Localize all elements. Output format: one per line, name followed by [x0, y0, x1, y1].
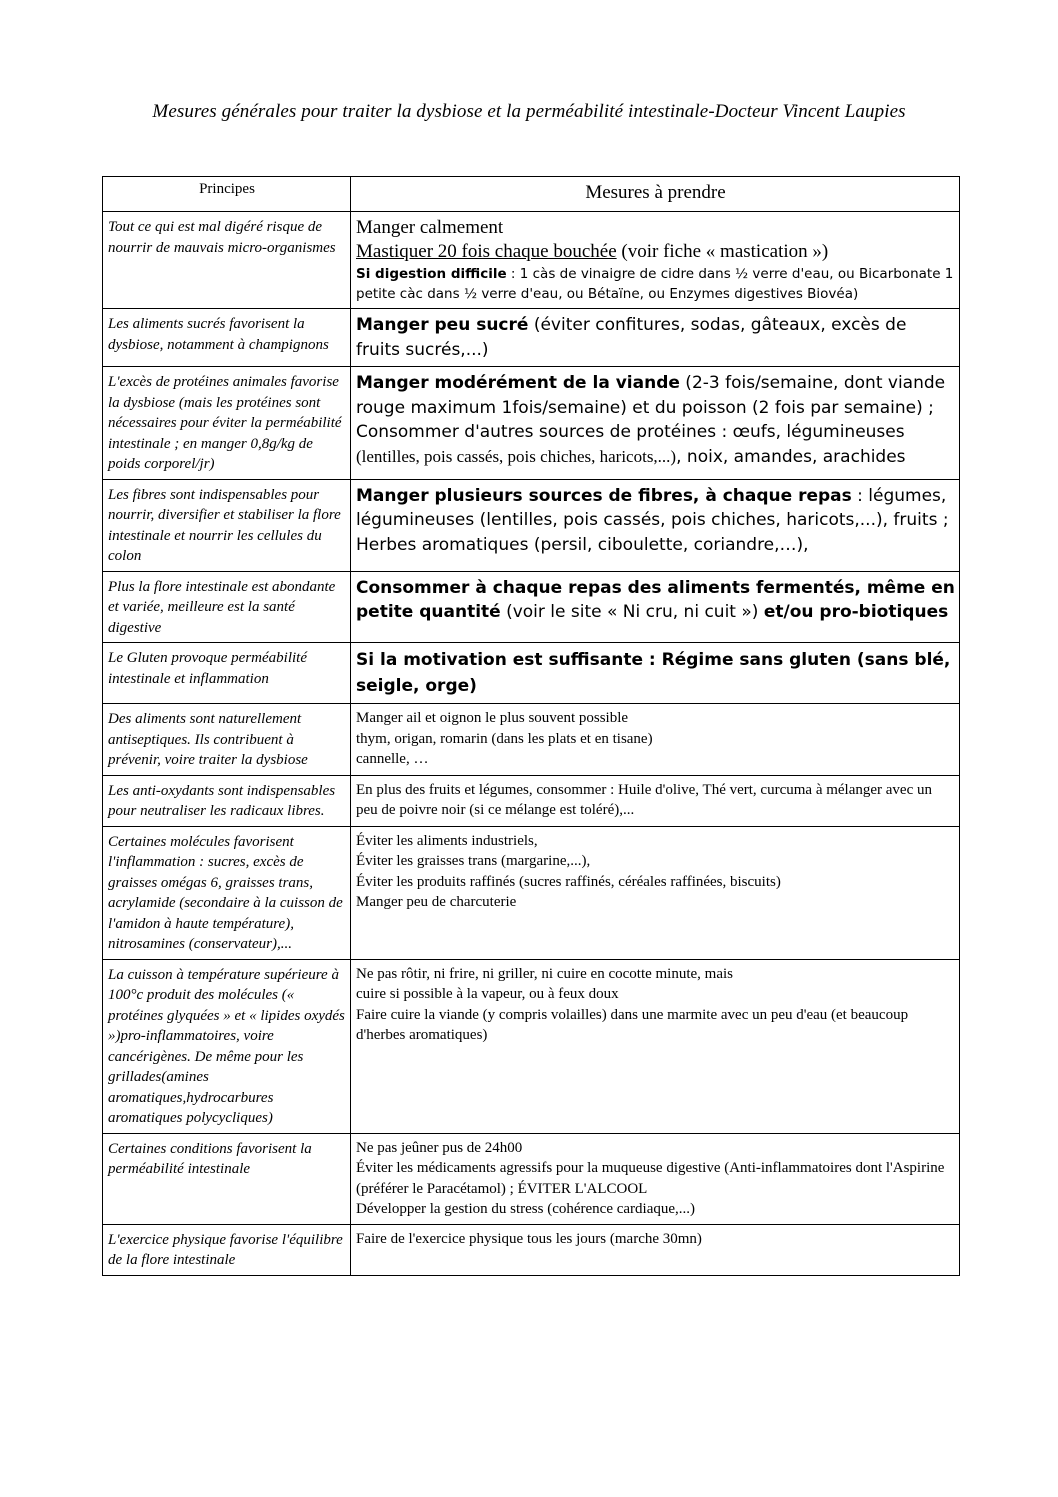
measure-text: (lentilles, pois cassés, pois chiches, haricots,...) — [356, 446, 677, 466]
measure-cell — [351, 367, 960, 480]
measure-line: Faire cuire la viande (y compris volailles) dans une marmite avec un peu d'eau (et beaucoup d'herbes aromatiques) — [356, 1006, 909, 1043]
table-row — [103, 367, 960, 480]
principle-cell: L'excès de protéines animales favorise la dysbiose (mais les protéines sont nécessaires pour éviter la perméabilité intestinale ; en manger 0,8g/kg de poids corporel/jr) — [103, 367, 351, 480]
measure-text: Consommer d'autres sources de protéines : œufs, légumineuses — [356, 422, 905, 442]
principle-cell: Tout ce qui est mal digéré risque de nourrir de mauvais micro-organismes — [103, 212, 351, 309]
table-header-row — [103, 177, 960, 212]
bold-text: Manger modérément de la viande — [356, 373, 680, 393]
measure-cell — [351, 1224, 960, 1275]
table-row — [103, 571, 960, 643]
measures-table — [102, 176, 960, 1276]
measure-cell — [351, 309, 960, 367]
table-row — [103, 643, 960, 704]
measure-line: Éviter les produits raffinés (sucres raffinés, céréales raffinées, biscuits) — [356, 873, 781, 890]
measure-line: cuire si possible à la vapeur, ou à feux doux — [356, 986, 619, 1002]
measure-line: Ne pas rôtir, ni frire, ni griller, ni cuire en cocotte minute, mais — [356, 965, 734, 982]
measure-line: cannelle, … — [356, 751, 429, 767]
measure-line — [356, 576, 955, 625]
principle-cell: Les aliments sucrés favorisent la dysbiose, notamment à champignons — [103, 309, 351, 367]
measure-line — [356, 484, 955, 558]
table-row — [103, 479, 960, 571]
measure-text: (éviter confitures, sodas, gâteaux, excès de fruits sucrés,...) — [356, 315, 907, 360]
table-row — [103, 775, 960, 826]
measure-cell — [351, 212, 960, 309]
header-principes: Principes — [103, 177, 351, 212]
underlined-text: Mastiquer 20 fois chaque bouchée — [356, 241, 617, 262]
table-row — [103, 959, 960, 1133]
document-title: Mesures générales pour traiter la dysbiose et la perméabilité intestinale-Docteur Vincent Laupies — [152, 101, 906, 122]
measure-text: : 1 càs de vinaigre de cidre dans ½ verre d'eau, ou Bicarbonate 1 petite càc dans ½ verre d'eau, ou Bétaïne, ou Enzymes digestives Biovéa) — [356, 266, 954, 302]
measure-cell — [351, 1133, 960, 1224]
principle-cell: Certaines molécules favorisent l'inflammation : sucres, excès de graisses omégas 6, graisses trans, acrylamide (secondaire à la cuisson de l'amidon à haute température), nitrosamines (conservateur),... — [103, 826, 351, 959]
principle-cell: Les anti-oxydants sont indispensables pour neutraliser les radicaux libres. — [103, 775, 351, 826]
measure-line: thym, origan, romarin (dans les plats et en tisane) — [356, 730, 653, 747]
measure-cell — [351, 704, 960, 776]
measure-line: Développer la gestion du stress (cohérence cardiaque,...) — [356, 1201, 696, 1217]
bold-text: Consommer à chaque repas des aliments fermentés, même en petite quantité — [356, 577, 955, 622]
principle-cell: L'exercice physique favorise l'équilibre de la flore intestinale — [103, 1224, 351, 1275]
bold-text: Manger peu sucré — [356, 315, 529, 335]
measure-line: Faire de l'exercice physique tous les jours (marche 30mn) — [356, 1230, 702, 1247]
measure-line: Manger ail et oignon le plus souvent possible — [356, 710, 629, 726]
measure-cell — [351, 959, 960, 1133]
table-row — [103, 212, 960, 309]
measure-text: (2-3 fois/semaine, dont viande rouge maximum 1fois/semaine) et du poisson (2 fois par semaine) ; — [356, 373, 946, 418]
header-mesures: Mesures à prendre — [351, 177, 960, 212]
table-row — [103, 704, 960, 776]
table-row — [103, 1133, 960, 1224]
measure-text: , noix, amandes, arachides — [676, 446, 906, 467]
measure-line: En plus des fruits et légumes, consommer : Huile d'olive, Thé vert, curcuma à mélanger avec un peu de poivre noir (si ce mélange est toléré),... — [356, 781, 932, 818]
measure-line — [356, 371, 955, 420]
measure-cell — [351, 826, 960, 959]
measure-line: Ne pas jeûner pus de 24h00 — [356, 1139, 523, 1156]
measure-text: (voir le site « Ni cru, ni cuit ») — [500, 602, 764, 622]
table-row — [103, 826, 960, 959]
measure-text: : légumes, légumineuses (lentilles, pois cassés, pois chiches, haricots,...), fruits ; Herbes aromatiques (persil, ciboulette, coriandre,…), — [356, 485, 949, 555]
principle-cell: Plus la flore intestinale est abondante et variée, meilleure est la santé digestive — [103, 571, 351, 643]
measure-line: Éviter les graisses trans (margarine,...), — [356, 853, 591, 869]
measure-line: Manger peu de charcuterie — [356, 894, 517, 910]
measure-line — [356, 264, 955, 304]
measure-cell — [351, 479, 960, 571]
table-row — [103, 1224, 960, 1275]
measure-line: Si la motivation est suffisante : Régime sans gluten (sans blé, seigle, orge) — [356, 650, 951, 696]
bold-text: et/ou pro-biotiques — [763, 602, 949, 622]
measure-line — [356, 420, 955, 469]
measure-line — [356, 313, 955, 362]
measure-cell — [351, 643, 960, 704]
measure-line — [356, 240, 955, 264]
table-row — [103, 309, 960, 367]
bold-text: Si digestion difficile — [356, 266, 507, 282]
principle-cell: Les fibres sont indispensables pour nourrir, diversifier et stabiliser la flore intestinale et nourrir les cellules du colon — [103, 479, 351, 571]
principle-cell: La cuisson à température supérieure à 100°c produit des molécules (« protéines glyquées » et « lipides oxydés »)pro-inflammatoires, voire cancérigènes. De même pour les grillades(amines aromatiques,hydrocarbures aromatiques polycycliques) — [103, 959, 351, 1133]
bold-text: Manger plusieurs sources de fibres, à chaque repas — [356, 485, 852, 506]
measure-cell — [351, 775, 960, 826]
principle-cell: Des aliments sont naturellement antiseptiques. Ils contribuent à prévenir, voire traiter la dysbiose — [103, 704, 351, 776]
principle-cell: Le Gluten provoque perméabilité intestinale et inflammation — [103, 643, 351, 704]
measure-line: Éviter les aliments industriels, — [356, 832, 538, 849]
measure-cell — [351, 571, 960, 643]
measure-line: Éviter les médicaments agressifs pour la muqueuse digestive (Anti-inflammatoires dont l'Aspirine (préférer le Paracétamol) ; ÉVITER L'ALCOOL — [356, 1160, 945, 1197]
measure-text: (voir fiche « mastication ») — [616, 241, 829, 262]
measure-line: Manger calmement — [356, 217, 504, 238]
principle-cell: Certaines conditions favorisent la perméabilité intestinale — [103, 1133, 351, 1224]
